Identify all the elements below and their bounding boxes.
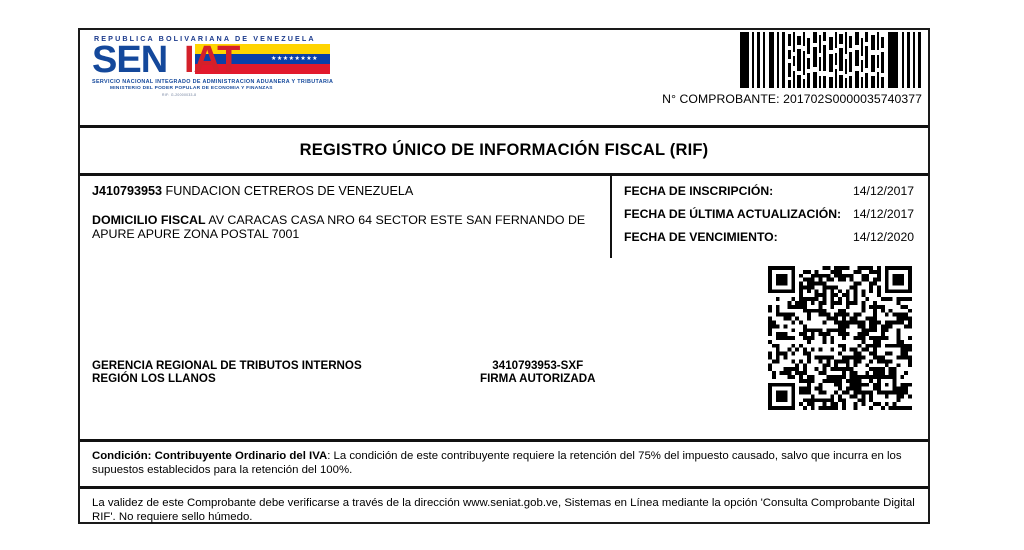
logo-wordmark xyxy=(92,39,342,81)
validity-text: La validez de este Comprobante debe verificarse a través de la dirección www.seniat.gob.ve, Sistemas en Línea mediante la opción 'Consulta Comprobante Digital RIF'. No requiere sello húmedo. xyxy=(92,497,915,523)
condition-label: Condición: Contribuyente Ordinario del IVA xyxy=(92,450,328,462)
logo-subtitle-service: SERVICIO NACIONAL INTEGRADO DE ADMINISTRACION ADUANERA Y TRIBUTARIA xyxy=(92,79,334,85)
date-row-inscripcion xyxy=(624,184,928,198)
fiscal-address-line xyxy=(92,214,610,241)
dates-panel xyxy=(610,176,928,258)
date-row-actualizacion xyxy=(624,207,928,221)
date-value-actualizacion: 14/12/2017 xyxy=(853,207,914,221)
flag-stars-icon: ★★★★★★★★ xyxy=(270,56,318,62)
fiscal-address-value: AV CARACAS CASA NRO 64 SECTOR ESTE SAN FERNANDO DE APURE APURE ZONA POSTAL 7001 xyxy=(92,213,586,241)
signature-band xyxy=(80,258,928,439)
seniat-logo xyxy=(92,34,342,97)
taxpayer-name: FUNDACION CETREROS DE VENEZUELA xyxy=(165,184,414,198)
condition-band xyxy=(80,439,928,486)
logo-sen-text: SEN xyxy=(92,39,168,81)
authorization-code: 3410793953-SXF xyxy=(492,359,584,372)
date-value-inscripcion: 14/12/2017 xyxy=(853,184,914,198)
date-label-vencimiento: FECHA DE VENCIMIENTO: xyxy=(624,230,778,244)
taxpayer-details xyxy=(92,184,610,241)
authorized-signature-label: FIRMA AUTORIZADA xyxy=(480,372,596,385)
condition-body: : La condición de este contribuyente requiere la retención del 75% del impuesto causado, salvo que incurra en los supuestos establecidos para la retención del 100%. xyxy=(92,450,902,476)
date-label-inscripcion: FECHA DE INSCRIPCIÓN: xyxy=(624,184,774,198)
comprobante-number: N° COMPROBANTE: 201702S0000035740377 xyxy=(662,92,922,106)
rif-certificate-document xyxy=(78,28,930,524)
rif-line xyxy=(92,184,610,198)
rif-number: J410793953 xyxy=(92,184,163,198)
date-label-actualizacion: FECHA DE ÚLTIMA ACTUALIZACIÓN: xyxy=(624,207,842,221)
issuing-office xyxy=(92,359,362,385)
barcode-image xyxy=(738,32,922,88)
validity-band xyxy=(80,486,928,526)
qr-code xyxy=(768,266,912,410)
date-row-vencimiento xyxy=(624,230,928,244)
logo-subtitle-rif: RIF: G-20000033-8 xyxy=(162,93,197,97)
authorized-signature xyxy=(480,359,596,385)
taxpayer-info-band xyxy=(80,176,928,258)
comprobante-block xyxy=(644,32,924,106)
document-title-band xyxy=(80,128,928,176)
fiscal-address-label: DOMICILIO FISCAL xyxy=(92,213,206,227)
issuing-office-line-2: REGIÓN LOS LLANOS xyxy=(92,372,216,385)
date-value-vencimiento: 14/12/2020 xyxy=(853,230,914,244)
logo-country-line: REPUBLICA BOLIVARIANA DE VENEZUELA xyxy=(94,34,316,43)
page-title: REGISTRO ÚNICO DE INFORMACIÓN FISCAL (RIF) xyxy=(299,141,709,159)
condition-text xyxy=(92,450,916,477)
issuing-office-line-1: GERENCIA REGIONAL DE TRIBUTOS INTERNOS xyxy=(92,359,362,372)
logo-subtitle-ministry: MINISTERIO DEL PODER POPULAR DE ECONOMIA Y FINANZAS xyxy=(110,86,273,91)
logo-iat-text: IAT xyxy=(184,39,240,81)
document-header xyxy=(80,30,928,128)
qr-code-image xyxy=(768,266,912,410)
